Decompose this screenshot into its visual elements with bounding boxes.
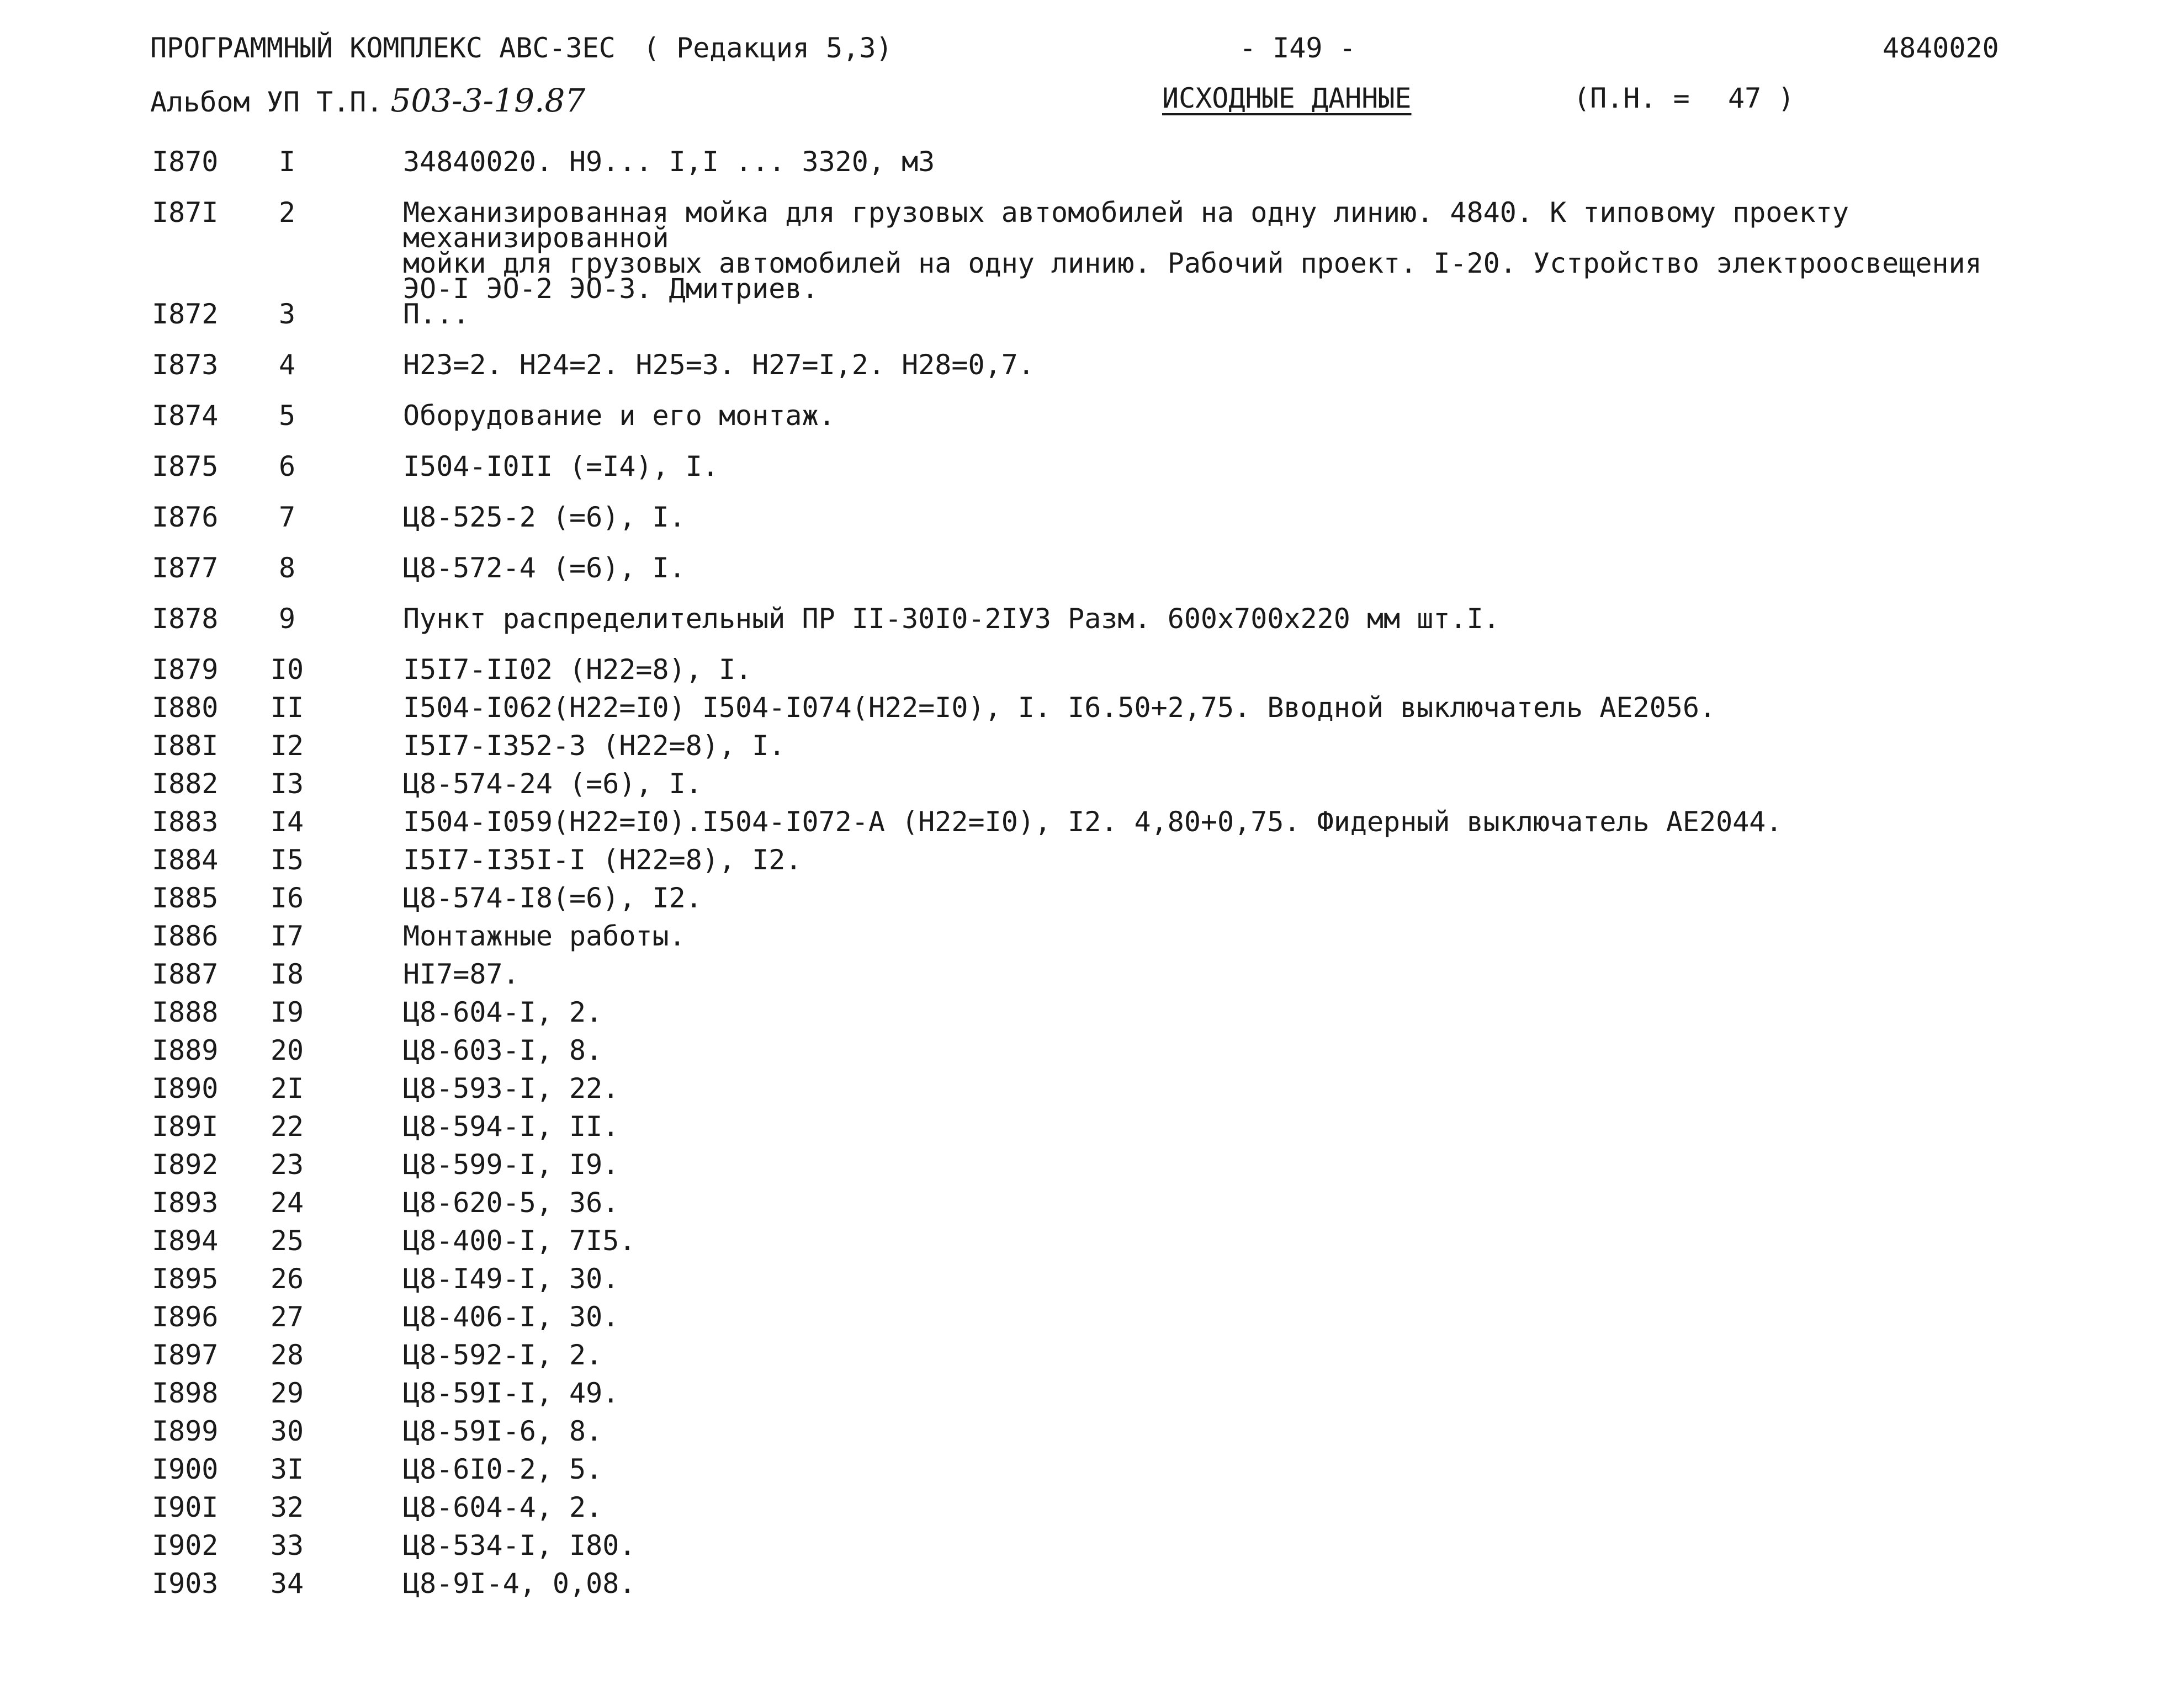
program-title: ПРОГРАММНЫЙ КОМПЛЕКС АВС-ЗЕС	[150, 32, 616, 64]
row-text: I504-I059(Н22=I0).I504-I072-А (Н22=I0), I2. 4,80+0,75. Фидерный выключатель АЕ2044.	[403, 806, 1783, 838]
row-text: Ц8-620-5, 36.	[403, 1187, 619, 1219]
row-sequence: 24	[270, 1187, 304, 1219]
row-sequence: 3	[278, 298, 296, 330]
row-sequence: 28	[270, 1339, 304, 1371]
row-text: П...	[403, 298, 470, 330]
row-number: I888	[152, 996, 219, 1028]
row-sequence: 25	[270, 1225, 304, 1257]
row-sequence: I3	[270, 768, 304, 800]
row-number: I876	[152, 501, 219, 533]
row-text: Ц8-604-I, 2.	[403, 996, 603, 1028]
row-number: I898	[152, 1377, 219, 1409]
row-number: I887	[152, 958, 219, 990]
row-sequence: 4	[278, 349, 296, 381]
row-text: I5I7-II02 (Н22=8), I.	[403, 653, 752, 686]
row-sequence: 9	[278, 603, 296, 635]
row-sequence: 30	[270, 1415, 304, 1447]
row-text: Ц8-593-I, 22.	[403, 1072, 619, 1104]
row-text: I504-I062(Н22=I0) I504-I074(Н22=I0), I. I6.50+2,75. Вводной выключатель АЕ2056.	[403, 692, 1716, 724]
row-sequence: 8	[278, 552, 296, 584]
row-sequence: 26	[270, 1263, 304, 1295]
document-code: 4840020	[1883, 32, 1999, 64]
row-sequence: I6	[270, 882, 304, 914]
row-sequence: 7	[278, 501, 296, 533]
row-number: I892	[152, 1149, 219, 1181]
row-text: I504-I0II (=I4), I.	[403, 450, 719, 482]
row-sequence: 5	[278, 400, 296, 432]
row-sequence: I	[278, 146, 296, 178]
album-label: Альбом УП Т.П.	[150, 86, 383, 118]
row-number: I885	[152, 882, 219, 914]
row-sequence: 3I	[270, 1453, 304, 1485]
row-text: Монтажные работы.	[403, 920, 686, 952]
row-number: I903	[152, 1568, 219, 1600]
row-text: Пункт распределительный ПР II-30I0-2IУ3 Разм. 600х700х220 мм шт.I.	[403, 603, 1500, 635]
row-number: I873	[152, 349, 219, 381]
row-sequence: 6	[278, 450, 296, 482]
row-text: Ц8-572-4 (=6), I.	[403, 552, 686, 584]
row-number: I884	[152, 844, 219, 876]
row-sequence: 22	[270, 1110, 304, 1143]
row-text: I5I7-I352-3 (Н22=8), I.	[403, 730, 786, 762]
row-sequence: I9	[270, 996, 304, 1028]
row-text: 34840020. Н9... I,I ... 3320, м3	[403, 146, 935, 178]
row-sequence: I0	[270, 653, 304, 686]
row-text: Оборудование и его монтаж.	[403, 400, 835, 432]
row-number: I880	[152, 692, 219, 724]
row-number: I886	[152, 920, 219, 952]
row-sequence: 27	[270, 1301, 304, 1333]
row-sequence: I4	[270, 806, 304, 838]
pn-label: (П.Н. =	[1573, 82, 1690, 114]
row-sequence: 2I	[270, 1072, 304, 1104]
row-text: НI7=87.	[403, 958, 520, 990]
row-number: I900	[152, 1453, 219, 1485]
row-sequence: 34	[270, 1568, 304, 1600]
row-number: I899	[152, 1415, 219, 1447]
row-sequence: I7	[270, 920, 304, 952]
row-sequence: 32	[270, 1491, 304, 1523]
row-sequence: 20	[270, 1034, 304, 1066]
page-number: - I49 -	[1239, 32, 1356, 64]
row-text: Ц8-400-I, 7I5.	[403, 1225, 636, 1257]
row-text: Н23=2. Н24=2. Н25=3. Н27=I,2. Н28=0,7.	[403, 349, 1035, 381]
row-number: I872	[152, 298, 219, 330]
row-number: I878	[152, 603, 219, 635]
row-sequence: I8	[270, 958, 304, 990]
row-number: I88I	[152, 730, 219, 762]
row-text: Ц8-525-2 (=6), I.	[403, 501, 686, 533]
row-number: I875	[152, 450, 219, 482]
row-number: I874	[152, 400, 219, 432]
row-number: I882	[152, 768, 219, 800]
row-sequence: I5	[270, 844, 304, 876]
row-text: Ц8-I49-I, 30.	[403, 1263, 619, 1295]
row-text: Механизированная мойка для грузовых автомобилей на одну линию. 4840. К типовому проекту механизированной мойки для грузовых автомобилей на одну линию. Рабочий проект. I-20. Устройство электроосвещения ЭО-I ЭО-2 ЭО-3. Дмитриев.	[403, 196, 1982, 305]
row-number: I870	[152, 146, 219, 178]
row-number: I895	[152, 1263, 219, 1295]
album-handwritten-number: 503-3-19.87	[390, 82, 586, 119]
row-text: Ц8-574-I8(=6), I2.	[403, 882, 702, 914]
row-text: Ц8-534-I, I80.	[403, 1529, 636, 1561]
row-number: I893	[152, 1187, 219, 1219]
row-sequence: 2	[278, 196, 296, 229]
row-text: Ц8-6I0-2, 5.	[403, 1453, 603, 1485]
row-text: Ц8-594-I, II.	[403, 1110, 619, 1143]
row-sequence: 23	[270, 1149, 304, 1181]
row-number: I87I	[152, 196, 219, 229]
row-text: I5I7-I35I-I (Н22=8), I2.	[403, 844, 802, 876]
row-number: I894	[152, 1225, 219, 1257]
row-number: I902	[152, 1529, 219, 1561]
pn-value: 47 )	[1728, 82, 1795, 114]
row-sequence: II	[270, 692, 304, 724]
edition-label: ( Редакция 5,3)	[643, 32, 893, 64]
row-number: I890	[152, 1072, 219, 1104]
row-sequence: 33	[270, 1529, 304, 1561]
row-text: Ц8-406-I, 30.	[403, 1301, 619, 1333]
row-text: Ц8-59I-6, 8.	[403, 1415, 603, 1447]
row-text: Ц8-599-I, I9.	[403, 1149, 619, 1181]
row-number: I879	[152, 653, 219, 686]
row-number: I89I	[152, 1110, 219, 1143]
section-title: ИСХОДНЫЕ ДАННЫЕ	[1162, 82, 1412, 114]
row-text: Ц8-592-I, 2.	[403, 1339, 603, 1371]
row-text: Ц8-603-I, 8.	[403, 1034, 603, 1066]
row-text: Ц8-604-4, 2.	[403, 1491, 603, 1523]
row-number: I883	[152, 806, 219, 838]
row-text: Ц8-9I-4, 0,08.	[403, 1568, 636, 1600]
row-sequence: I2	[270, 730, 304, 762]
row-number: I897	[152, 1339, 219, 1371]
row-number: I896	[152, 1301, 219, 1333]
row-number: I877	[152, 552, 219, 584]
row-sequence: 29	[270, 1377, 304, 1409]
row-text: Ц8-574-24 (=6), I.	[403, 768, 702, 800]
row-number: I889	[152, 1034, 219, 1066]
row-text: Ц8-59I-I, 49.	[403, 1377, 619, 1409]
row-number: I90I	[152, 1491, 219, 1523]
